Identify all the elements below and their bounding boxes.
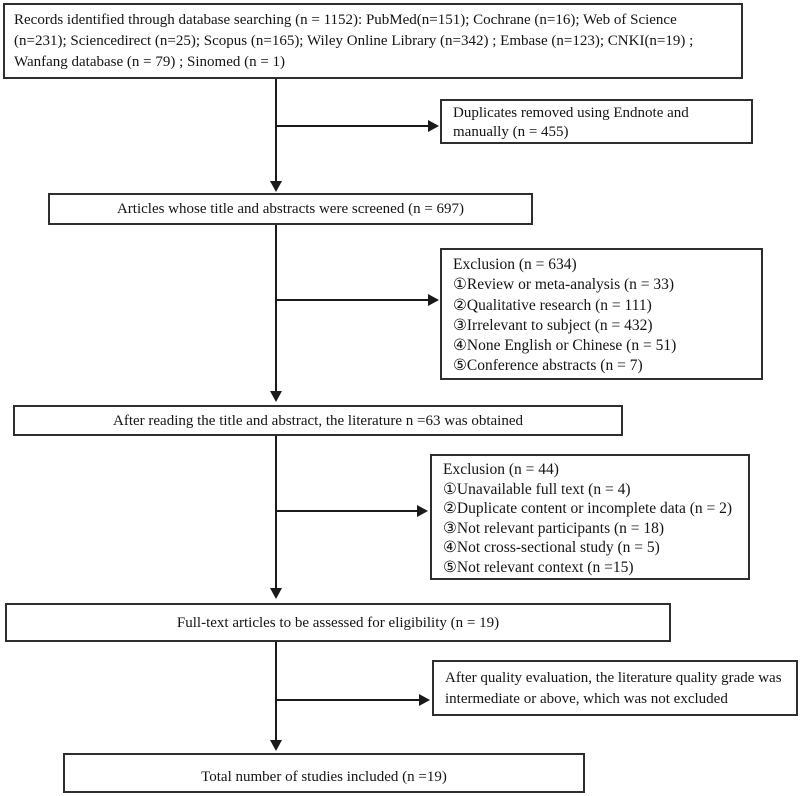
exclusion-2-item: ⑤Not relevant context (n =15)	[443, 558, 634, 576]
exclusion-1-box	[440, 248, 763, 380]
quality-evaluation-box	[432, 660, 798, 716]
arrow-to-exclusion2	[276, 505, 428, 517]
exclusion-1-item: ①Review or meta-analysis (n = 33)	[453, 276, 675, 294]
arrow-after-reading-to-fulltext	[270, 436, 282, 599]
after-reading-box	[13, 405, 623, 436]
total-included-box	[63, 753, 585, 793]
duplicates-removed-text: Duplicates removed using Endnote and manually (n = 455)	[453, 105, 689, 140]
exclusion-1-item: ③Irrelevant to subject (n = 432)	[453, 316, 653, 334]
fulltext-eligibility-text: Full-text articles to be assessed for eligibility (n = 19)	[176, 614, 500, 631]
quality-evaluation-text: After quality evaluation, the literature quality grade was intermediate or above, which was not excluded	[445, 670, 782, 707]
exclusion-1-title: Exclusion (n = 634)	[453, 256, 577, 273]
exclusion-2-item: ①Unavailable full text (n = 4)	[443, 480, 631, 498]
records-identified-text: Records identified through database searching (n = 1152): PubMed(n=151); Cochrane (n=16); Web of Science (n=231); Sciencedirect (n=25); Scopus (n=165); Wiley Online Library (n=342) ; Embase (n=123); CNKI(n=19) ; Wanfang database (n = 79) ; Sinomed (n = 1)	[14, 12, 694, 70]
exclusion-1-item: ②Qualitative research (n = 111)	[453, 296, 652, 314]
titles-abstracts-screened-box	[48, 193, 533, 225]
fulltext-eligibility-box	[5, 603, 671, 642]
arrow-to-quality	[276, 694, 430, 706]
duplicates-removed-box	[440, 99, 753, 144]
exclusion-2-title: Exclusion (n = 44)	[443, 461, 559, 478]
records-identified-box	[3, 3, 743, 79]
arrow-to-duplicates	[276, 120, 439, 132]
exclusion-2-item: ④Not cross-sectional study (n = 5)	[443, 539, 660, 557]
exclusion-1-item: ④None English or Chinese (n = 51)	[453, 337, 677, 355]
titles-abstracts-screened-text: Articles whose title and abstracts were screened (n = 697)	[116, 201, 465, 217]
total-included-text: Total number of studies included (n =19)	[201, 768, 447, 785]
arrow-screened-to-after-reading	[270, 225, 282, 402]
exclusion-2-item: ②Duplicate content or incomplete data (n = 2)	[443, 500, 733, 518]
arrow-to-exclusion1	[276, 294, 439, 306]
exclusion-1-item: ⑤Conference abstracts (n = 7)	[453, 357, 643, 375]
arrow-records-to-screened	[270, 79, 282, 192]
exclusion-2-box	[430, 454, 750, 580]
after-reading-text: After reading the title and abstract, the literature n =63 was obtained	[113, 412, 523, 429]
arrow-fulltext-to-total	[270, 642, 282, 751]
exclusion-2-item: ③Not relevant participants (n = 18)	[443, 519, 665, 537]
